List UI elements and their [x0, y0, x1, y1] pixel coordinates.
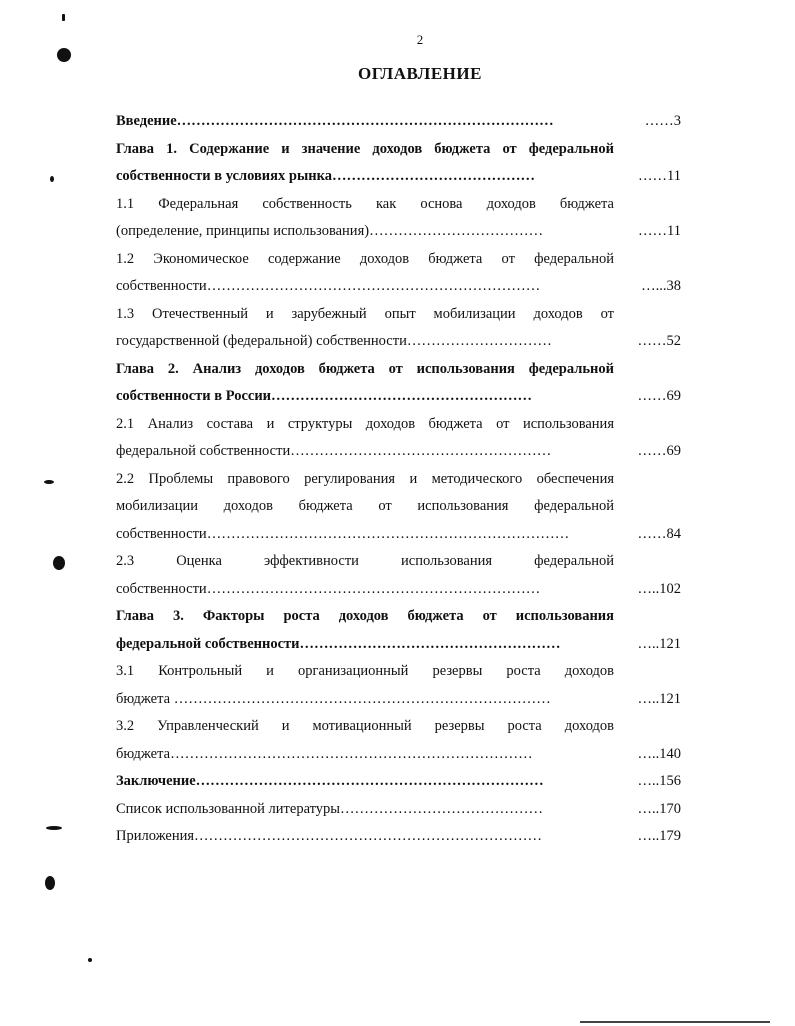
toc-entry	[116, 246, 681, 301]
toc-line	[116, 713, 681, 741]
toc-line	[116, 356, 681, 384]
toc-line	[116, 411, 681, 439]
toc-entry	[116, 466, 681, 549]
toc-entry-text: Глава 1. Содержание и значение доходов бюджета от федеральной	[116, 140, 614, 157]
toc-page-number: …..102	[637, 580, 681, 597]
toc-entry-text: 2.2 Проблемы правового регулирования и методического обеспечения	[116, 470, 614, 487]
scan-speck	[45, 876, 55, 890]
toc-line	[116, 136, 681, 164]
toc-page-number: …..179	[637, 828, 681, 844]
toc-entry-text: 2.3 Оценка эффективности использования федеральной	[116, 553, 614, 569]
toc-entry-text: Глава 3. Факторы роста доходов бюджета от использования	[116, 608, 614, 624]
toc-line	[116, 163, 681, 191]
toc-entry-text: Введение……………………………………………………………………	[116, 113, 554, 129]
toc-entry-text: 2.1 Анализ состава и структуры доходов бюджета от использования	[116, 415, 614, 432]
page-title: ОГЛАВЛЕНИЕ	[358, 64, 482, 83]
toc-page-number: …..140	[637, 745, 681, 762]
toc-entry-text: собственности……………………………………………………………	[116, 278, 541, 294]
toc-line	[116, 686, 681, 714]
toc-entry-text: бюджета…………………………………………………………………	[116, 745, 533, 762]
toc-line	[116, 823, 681, 851]
page-number: 2	[416, 32, 424, 47]
toc-line	[116, 576, 681, 604]
toc-entry	[116, 411, 681, 466]
toc-line	[116, 741, 681, 769]
toc-page-number: ……11	[638, 168, 681, 184]
toc-line	[116, 796, 681, 824]
toc-page-number: …..156	[637, 773, 681, 789]
toc-line	[116, 218, 681, 246]
toc-entry-text: 1.3 Отечественный и зарубежный опыт мобилизации доходов от	[116, 305, 614, 322]
scan-speck	[57, 48, 71, 62]
toc-entry	[116, 191, 681, 246]
toc-line	[116, 466, 681, 494]
toc-line	[116, 383, 681, 411]
scan-speck	[62, 14, 65, 21]
toc-entry-text: Глава 2. Анализ доходов бюджета от использования федеральной	[116, 360, 614, 377]
toc-line	[116, 631, 681, 659]
toc-entry	[116, 823, 681, 851]
toc-entry	[116, 301, 681, 356]
toc-entry-text: 3.1 Контрольный и организационный резервы роста доходов	[116, 663, 614, 679]
toc-line	[116, 603, 681, 631]
toc-entry-text: мобилизации доходов бюджета от использования федеральной	[116, 498, 614, 514]
toc-entry-text: Приложения………………………………………………………………	[116, 828, 543, 844]
table-of-contents	[116, 108, 681, 851]
toc-entry-text: федеральной собственности………………………………………………	[116, 443, 552, 459]
toc-page-number: ……69	[637, 443, 681, 459]
toc-entry-text: собственности в условиях рынка……………………………………	[116, 168, 536, 184]
toc-line	[116, 658, 681, 686]
toc-entry-text: собственности…………………………………………………………………	[116, 525, 570, 542]
toc-line	[116, 191, 681, 219]
toc-page-number: ……69	[637, 388, 681, 404]
toc-entry	[116, 603, 681, 658]
scan-speck	[46, 826, 62, 830]
scan-speck	[53, 556, 65, 570]
toc-entry-text: 1.1 Федеральная собственность как основа доходов бюджета	[116, 195, 614, 212]
toc-line	[116, 438, 681, 466]
toc-page-number: ……3	[644, 113, 681, 129]
toc-line	[116, 328, 681, 356]
toc-entry	[116, 136, 681, 191]
toc-line	[116, 493, 681, 521]
toc-line	[116, 273, 681, 301]
toc-page-number: ……84	[637, 525, 681, 542]
toc-entry	[116, 796, 681, 824]
toc-line	[116, 548, 681, 576]
toc-page-number: ……11	[638, 223, 681, 239]
toc-page-number: …..121	[637, 635, 681, 652]
toc-entry-text: 1.2 Экономическое содержание доходов бюджета от федеральной	[116, 250, 614, 267]
toc-entry	[116, 713, 681, 768]
toc-entry	[116, 108, 681, 136]
toc-line	[116, 768, 681, 796]
toc-page-number: ……52	[637, 333, 681, 349]
toc-entry	[116, 658, 681, 713]
scan-speck	[50, 176, 54, 182]
toc-entry-text: (определение, принципы использования)………………………………	[116, 223, 544, 239]
toc-page-number: …..121	[637, 690, 681, 707]
toc-line	[116, 108, 681, 136]
toc-entry	[116, 356, 681, 411]
scan-edge-line	[580, 1021, 770, 1023]
toc-entry-text: собственности……………………………………………………………	[116, 580, 541, 597]
scan-speck	[44, 480, 54, 484]
toc-entry-text: собственности в России………………………………………………	[116, 388, 533, 404]
toc-page-number: …...38	[641, 278, 681, 294]
toc-line	[116, 521, 681, 549]
toc-entry-text: государственной (федеральной) собственности…………………………	[116, 333, 552, 349]
toc-entry	[116, 768, 681, 796]
toc-entry-text: Заключение………………………………………………………………	[116, 773, 544, 789]
toc-page-number: …..170	[637, 800, 681, 817]
toc-line	[116, 246, 681, 274]
toc-entry	[116, 548, 681, 603]
scan-speck	[88, 958, 92, 962]
toc-entry-text: бюджета ……………………………………………………………………	[116, 690, 551, 707]
toc-entry-text: федеральной собственности………………………………………………	[116, 635, 561, 652]
toc-line	[116, 301, 681, 329]
toc-entry-text: Список использованной литературы……………………………………	[116, 800, 544, 817]
toc-entry-text: 3.2 Управленческий и мотивационный резервы роста доходов	[116, 718, 614, 734]
